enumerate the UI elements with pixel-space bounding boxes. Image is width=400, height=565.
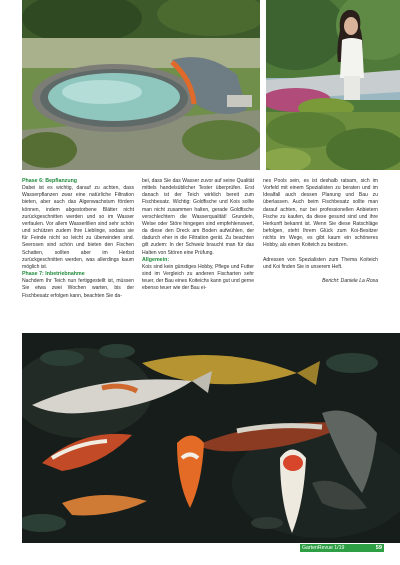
paragraph-addresses: Adressen von Spezialisten zum Thema Koiteich und Koi finden Sie in unserem Heft.: [263, 256, 378, 270]
heading-phase-6: Phase 6: Bepflanzung: [22, 178, 78, 184]
koi-pond-photo: [22, 0, 260, 170]
paragraph-water-quality: bei, dass Sie das Wasser zuvor auf seine Qualität mittels handelsüblicher Tester überprüfen. Erst danach ist der Teich wirklich bereit zum Fischbesatz. Wichtig: Goldfische und Kois sollte man nicht zusammen halten, gerade Goldfische verschlechtern die Wasserqualität! Grundeln, Welse oder Störe hingegen sind empfehlenswert, da diese den Dreck am Boden aufwühlen, der dadurch eher in die Filtration gerät. Zu beachten gilt zudem: In der Schweiz braucht man für das Halten von Stören eine Prüfung.: [142, 178, 254, 256]
woman-by-pond-photo: [266, 0, 400, 170]
paragraph-advice: nes Pools sein, es ist deshalb ratsam, sich im Vorfeld mit einem Spezialisten zu beraten und im Idealfall auch dessen Planung und Bau zu überlassen. Auch beim Fischbesatz sollte man darauf achten, nur bei professionellen Anbietern Fische zu kaufen, da diese gesund sind und ihre Herkunft bekannt ist. Wenn Sie diese Ratschläge befolgen, steht Ihrem Glück zum Koi-Besitzer nichts im Wege, es gibt kaum ein schöneres Hobby, als einen Koiteich zu besitzen.: [263, 178, 378, 249]
text-column-1: [22, 178, 134, 300]
text-column-2: [142, 178, 254, 293]
text-column-3: [263, 178, 378, 285]
heading-phase-7: Phase 7: Inbetriebnahme: [22, 271, 85, 278]
paragraph-allgemein: Kois sind kein günstiges Hobby, Pflege und Futter sind im Vergleich zu anderen Fischarten sehr teuer, der Bau eines Koiteichs kann gut und gerne ebenso teuer wie der Bau ei-: [142, 263, 254, 292]
paragraph-phase-7: Nachdem Ihr Teich nun fertiggestellt ist, müssen Sie etwa zwei Wochen warten, bis der Fischbesatz erfolgen kann, beachten Sie da-: [22, 278, 134, 299]
author-byline: Bericht: Daniele La Rosa: [322, 277, 378, 284]
page-footer: [0, 544, 400, 554]
koi-fish-photo: [22, 333, 400, 543]
heading-allgemein: Allgemein:: [142, 256, 170, 263]
page-number: 59: [375, 545, 382, 551]
paragraph-phase-6: Dabei ist es wichtig, darauf zu achten, dass Wasserpflanzen zwar eine natürliche Filtration bieten, aber auch das Algenwachstum fördern können, indem abgestorbene Blätter nicht zurückgeschnitten werden und so im Wasser verfaulen. Vor allem Wasserlilien sind sehr schön und schützen zudem Ihre Lieblinge, sodass sie für Feinde nicht so leicht zu überwinden sind. Seerosen sind schön und bieten den Fischen Schatten, sollten aber im Herbst zurückgeschnitten werden, was allerdings kaum möglich ist.: [22, 185, 134, 270]
magazine-name: GartenRevue 1/19: [302, 545, 345, 551]
